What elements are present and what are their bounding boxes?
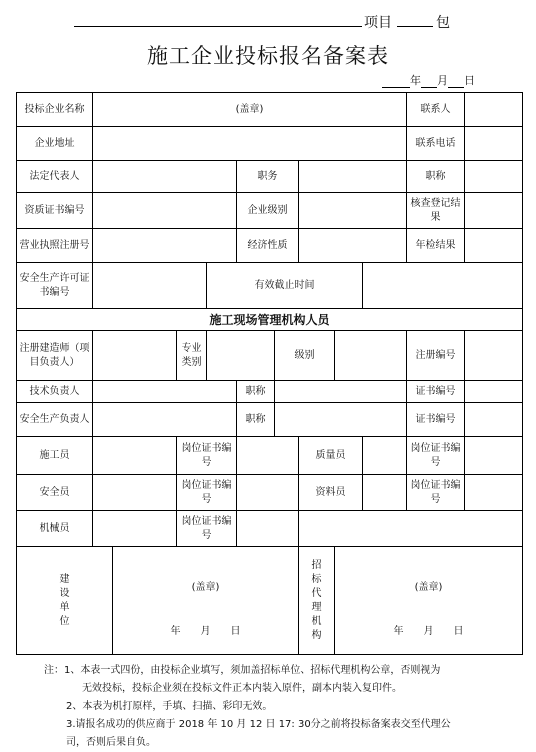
tech-lead-title-value[interactable] <box>275 381 407 403</box>
data-officer-label: 资料员 <box>299 475 363 511</box>
note-3a: 3.请报名成功的供应商于 2018 年 10 月 12 日 17: 30分之前将投标备案表交至代理公 <box>66 719 451 730</box>
constructor-cert-value[interactable] <box>237 437 299 475</box>
owner-unit-seal-area[interactable] <box>113 547 299 655</box>
econ-nature-label: 经济性质 <box>237 229 299 263</box>
blank-cell <box>299 511 523 547</box>
expiry-label: 有效截止时间 <box>207 263 363 309</box>
reg-builder-label: 注册建造师（项目负责人） <box>17 331 93 381</box>
owner-date: 年 月 日 <box>170 625 241 637</box>
form-date: 年 月 日 <box>382 72 475 88</box>
biz-license-value[interactable] <box>93 229 237 263</box>
legal-rep-value[interactable] <box>93 161 237 193</box>
agency-seal-text: (盖章) <box>414 581 443 593</box>
title-rank-value[interactable] <box>465 161 523 193</box>
owner-seal-text: (盖章) <box>191 581 220 593</box>
agency-date: 年 月 日 <box>393 625 464 637</box>
machinery-cert-value[interactable] <box>237 511 299 547</box>
safety-lead-cert-label: 证书编号 <box>407 403 465 437</box>
quality-label: 质量员 <box>299 437 363 475</box>
note-3b: 司，否则后果自负。 <box>66 737 156 748</box>
annual-check-label: 年检结果 <box>407 229 465 263</box>
level-label: 级别 <box>275 331 335 381</box>
quality-cert-value[interactable] <box>465 437 523 475</box>
address-label: 企业地址 <box>17 127 93 161</box>
lot-label: 包 <box>436 15 450 31</box>
verify-reg-value[interactable] <box>465 193 523 229</box>
phone-label: 联系电话 <box>407 127 465 161</box>
project-label: 项目 <box>364 15 392 31</box>
registration-table <box>16 92 523 655</box>
notes-section <box>44 662 522 752</box>
reg-builder-value[interactable] <box>93 331 177 381</box>
note-2: 2、本表为机打原样，手填、扫描、彩印无效。 <box>66 701 273 712</box>
machinery-label: 机械员 <box>17 511 93 547</box>
reg-no-value[interactable] <box>465 331 523 381</box>
safety-lead-label: 安全生产负责人 <box>17 403 93 437</box>
position-value[interactable] <box>299 161 407 193</box>
agency-seal-area[interactable] <box>335 547 523 655</box>
form-title: 施工企业投标报名备案表 <box>147 44 389 68</box>
address-value[interactable] <box>93 127 407 161</box>
reg-no-label: 注册编号 <box>407 331 465 381</box>
safety-permit-label: 安全生产许可证书编号 <box>17 263 93 309</box>
safety-officer-cert-label: 岗位证书编号 <box>177 475 237 511</box>
agency-label: 招 标 代 理 机 构 <box>299 547 335 655</box>
constructor-label: 施工员 <box>17 437 93 475</box>
company-grade-value[interactable] <box>299 193 407 229</box>
expiry-value[interactable] <box>363 263 523 309</box>
title-rank-label: 职称 <box>407 161 465 193</box>
safety-officer-cert-value[interactable] <box>237 475 299 511</box>
tech-lead-label: 技术负责人 <box>17 381 93 403</box>
owner-unit-label: 建 设 单 位 <box>17 547 113 655</box>
section-title: 施工现场管理机构人员 <box>17 309 523 331</box>
tech-lead-title-label: 职称 <box>237 381 275 403</box>
safety-officer-value[interactable] <box>93 475 177 511</box>
tech-lead-value[interactable] <box>93 381 237 403</box>
constructor-cert-label: 岗位证书编号 <box>177 437 237 475</box>
safety-permit-value[interactable] <box>93 263 207 309</box>
quality-value[interactable] <box>363 437 407 475</box>
bidder-name-label: 投标企业名称 <box>17 93 93 127</box>
level-value[interactable] <box>335 331 407 381</box>
tech-lead-cert-label: 证书编号 <box>407 381 465 403</box>
note-1b: 无效投标，投标企业须在投标文件正本内装入原件，副本内装入复印件。 <box>82 683 402 694</box>
data-officer-cert-label: 岗位证书编号 <box>407 475 465 511</box>
verify-reg-label: 核查登记结果 <box>407 193 465 229</box>
econ-nature-value[interactable] <box>299 229 407 263</box>
data-officer-value[interactable] <box>363 475 407 511</box>
safety-lead-title-label: 职称 <box>237 403 275 437</box>
specialty-label: 专业类别 <box>177 331 207 381</box>
constructor-value[interactable] <box>93 437 177 475</box>
machinery-value[interactable] <box>93 511 177 547</box>
project-blank-line <box>74 26 362 27</box>
legal-rep-label: 法定代表人 <box>17 161 93 193</box>
safety-lead-title-value[interactable] <box>275 403 407 437</box>
specialty-value[interactable] <box>207 331 275 381</box>
project-header <box>0 8 536 32</box>
qual-cert-value[interactable] <box>93 193 237 229</box>
quality-cert-label: 岗位证书编号 <box>407 437 465 475</box>
bidder-name-seal[interactable]: (盖章) <box>93 93 407 127</box>
safety-lead-value[interactable] <box>93 403 237 437</box>
biz-license-label: 营业执照注册号 <box>17 229 93 263</box>
tech-lead-cert-value[interactable] <box>465 381 523 403</box>
position-label: 职务 <box>237 161 299 193</box>
note-1a: 注：1、本表一式四份，由投标企业填写，须加盖招标单位、招标代理机构公章，否则视为 <box>44 665 441 676</box>
contact-label: 联系人 <box>407 93 465 127</box>
machinery-cert-label: 岗位证书编号 <box>177 511 237 547</box>
safety-officer-label: 安全员 <box>17 475 93 511</box>
lot-blank-line <box>397 26 433 27</box>
data-officer-cert-value[interactable] <box>465 475 523 511</box>
safety-lead-cert-value[interactable] <box>465 403 523 437</box>
annual-check-value[interactable] <box>465 229 523 263</box>
qual-cert-label: 资质证书编号 <box>17 193 93 229</box>
company-grade-label: 企业级别 <box>237 193 299 229</box>
phone-value[interactable] <box>465 127 523 161</box>
contact-value[interactable] <box>465 93 523 127</box>
